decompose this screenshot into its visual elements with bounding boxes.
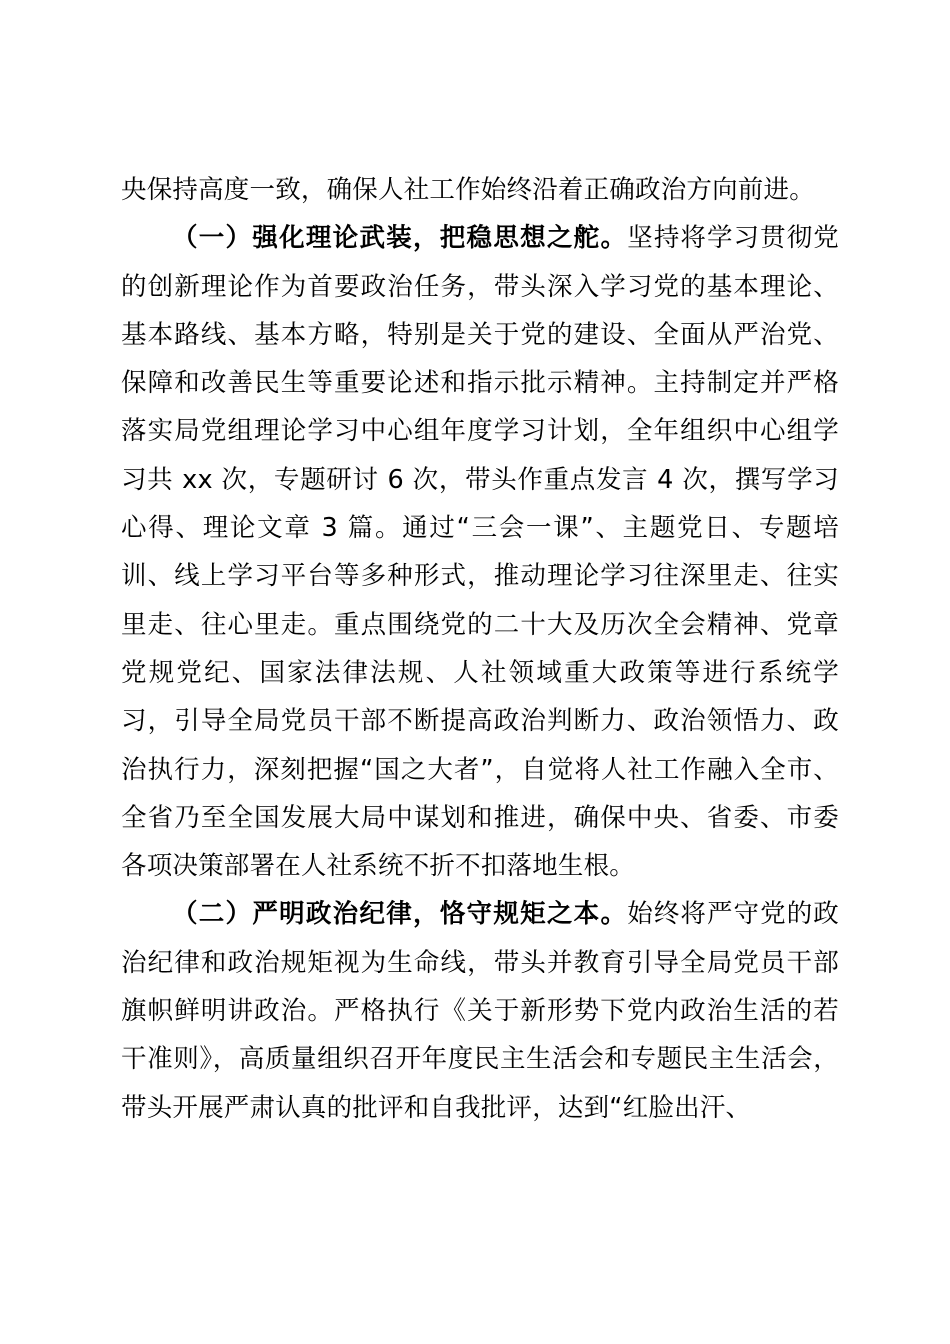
section-heading-one: （一）强化理论武装，把稳思想之舵。 bbox=[172, 223, 628, 254]
section-heading-two: （二）严明政治纪律，恪守规矩之本。 bbox=[172, 899, 628, 930]
document-body bbox=[121, 166, 839, 1132]
paragraph-text: 央保持高度一致，确保人社工作始终沿着正确政治方向前进。 bbox=[121, 175, 815, 205]
section-one-text: 坚持将学习贯彻党的创新理论作为首要政治任务，带头深入学习党的基本理论、基本路线、基本方略，特别是关于党的建设、全面从严治党、保障和改善民生等重要论述和指示批示精神。主持制定并严格落实局党组理论学习中心组年度学习计划，全年组织中心组学习共 xx 次，专题研讨 6 次，带头作重点发言 4 次，撰写学习心得、理论文章 3 篇。通过“三会一课”、主题党日、专题培训、线上学习平台等多种形式，推动理论学习往深里走、往实里走、往心里走。重点围绕党的二十大及历次全会精神、党章党规党纪、国家法律法规、人社领域重大政策等进行系统学习，引导全局党员干部不断提高政治判断力、政治领悟力、政治执行力，深刻把握“国之大者”，自觉将人社工作融入全市、全省乃至全国发展大局中谋划和推进，确保中央、省委、市委各项决策部署在人社系统不折不扣落地生根。 bbox=[121, 223, 839, 882]
section-two-text: 始终将严守党的政治纪律和政治规矩视为生命线，带头并教育引导全局党员干部旗帜鲜明讲政治。严格执行《关于新形势下党内政治生活的若干准则》，高质量组织召开年度民主生活会和专题民主生活会，带头开展严肃认真的批评和自我批评，达到“红脸出汗、 bbox=[121, 899, 839, 1123]
paragraph-section-one bbox=[121, 214, 839, 890]
paragraph-section-two bbox=[121, 890, 839, 1131]
paragraph-continuation bbox=[121, 166, 839, 214]
